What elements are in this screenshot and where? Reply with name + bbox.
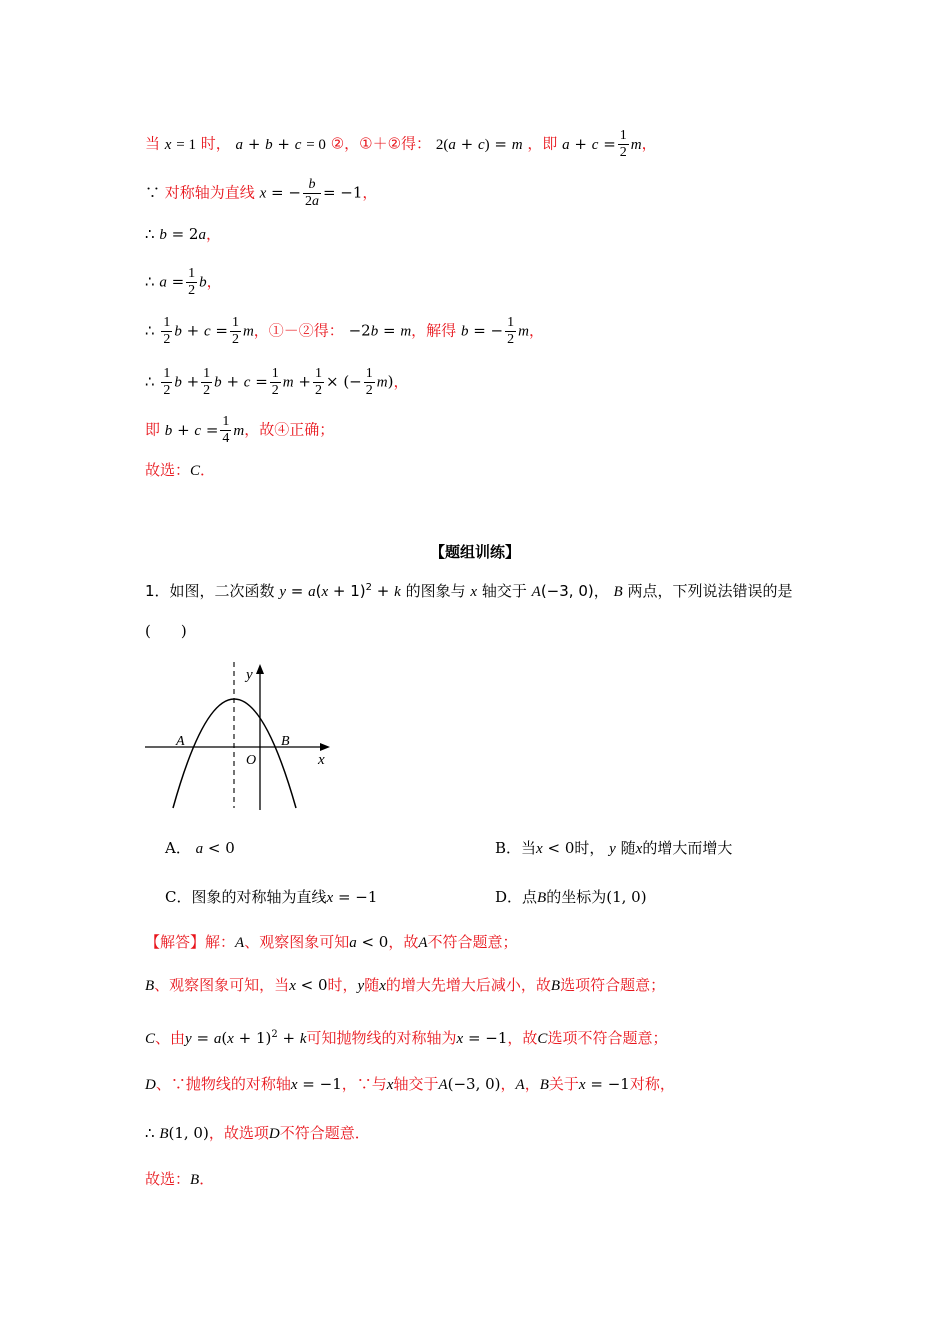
section-title: 【题组训练】 — [429, 543, 520, 561]
label-B: B — [281, 734, 290, 749]
solution-line-7: 即 b + c = $\frac{1}{4}$ m，故④正确； — [145, 414, 335, 446]
question-paren: ( ) — [145, 622, 187, 640]
answer-line-3: C、由$y = a(x + 1)^2 + k$可知抛物线的对称轴为x = −1，故C选项不符合题意； — [145, 1029, 668, 1047]
x-axis-arrow — [320, 743, 330, 751]
option-B: B．当x < 0时， y 随x的增大而增大 — [495, 839, 733, 857]
question-line: 1．如图，二次函数 $y = a(x + 1)^2 + k$ 的图象与 x 轴交于 A(−3, 0)， B 两点，下列说法错误的是 — [145, 582, 793, 600]
solution-line-3: ∴ b = 2a， — [145, 225, 221, 243]
y-axis-arrow — [256, 664, 264, 674]
solution-line-2: ∵ 对称轴为直线 x = − $\frac{b}{2a}$ = −1， — [145, 177, 378, 209]
solution-line-5: ∴ $\frac{1}{2}$ b + c = $\frac{1}{2}$ m，①－②得： −2b = m，解得 b = − $\frac{1}{2}$ m， — [145, 315, 544, 347]
solution-line-6: ∴ $\frac{1}{2}$ b + $\frac{1}{2}$ b + c = $\frac{1}{2}$ m + $\frac{1}{2}$ × (− $\frac{1}{2}$ m)， — [145, 366, 409, 398]
answer-line-5: ∴ B(1, 0)，故选项D不符合题意． — [145, 1124, 370, 1142]
option-D: D．点B的坐标为(1, 0) — [495, 888, 647, 906]
answer-final: 故选：B． — [145, 1170, 215, 1188]
answer-line-2: B、观察图象可知，当x < 0时，y随x的增大先增大后减小，故B选项符合题意； — [145, 976, 666, 994]
answer-line-4: D、∵抛物线的对称轴x = −1，∵与x轴交于A(−3, 0)，A，B关于x = −1对称， — [145, 1075, 675, 1093]
label-y: y — [246, 667, 253, 683]
solution-line-4: ∴ a = $\frac{1}{2}$ b， — [145, 266, 222, 298]
solution-line-1: 当 x = 1 时， a + b + c = 0 ②，①＋②得： 2(a + c) = m ，即 a + c = $\frac{1}{2}$ m， — [145, 128, 657, 160]
label-x: x — [318, 752, 325, 768]
option-C: C．图象的对称轴为直线x = −1 — [165, 888, 378, 906]
label-A: A — [176, 734, 185, 749]
parabola-graph — [140, 660, 340, 820]
option-A: A． a < 0 — [165, 839, 235, 857]
answer-line-1: 【解答】解：A、观察图象可知a < 0，故A不符合题意； — [145, 933, 518, 951]
solution-line-8: 故选：C． — [145, 461, 216, 479]
label-O: O — [246, 753, 257, 768]
